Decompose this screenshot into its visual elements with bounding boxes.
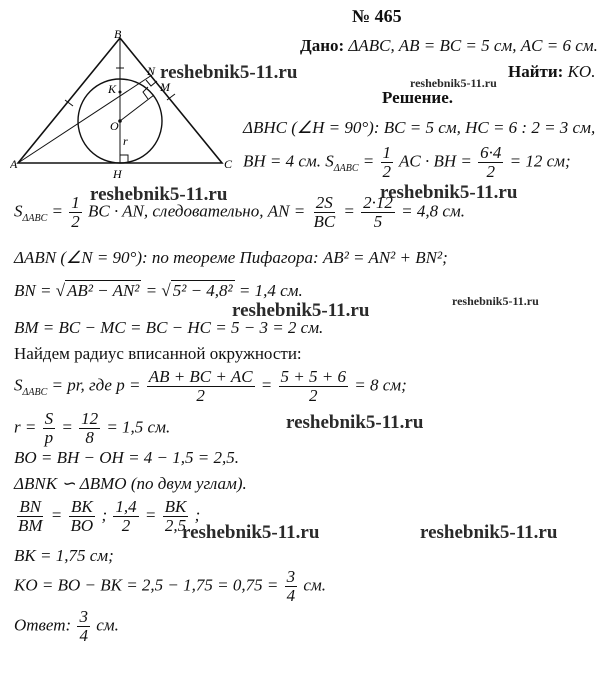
line-pythagoras: ΔABN (∠N = 90°): по теореме Пифагора: AB² = AN² + BN²; [14,248,448,267]
label-a: A [10,157,18,171]
label-c: C [224,157,233,171]
line-proportion: $\frac{BN}{BM}$ = $\frac{BK}{BO}$ ; $\frac{1,4}{2}$ = $\frac{BK}{2,5}$ ; [18,497,201,535]
label-m: M [160,80,170,94]
watermark: reshebnik5-11.ru [420,522,558,543]
watermark: reshebnik5-11.ru [452,294,539,308]
line-bn: BN = √ AB² − AN² = √ 5² − 4,8² = 1,4 см. [14,281,303,300]
watermark: reshebnik5-11.ru [90,184,228,205]
radius-om [120,95,154,121]
line-bk: BK = 1,75 см; [14,546,114,565]
line-radius-heading: Найдем радиус вписанной окружности: [14,344,302,363]
point-k [119,91,122,94]
point-o [118,119,122,123]
line-similar: ΔBNK ∽ ΔBMO (по двум углам). [14,474,247,493]
line-r: r = $\frac{S}{p}$ = $\frac{12}{8}$ = 1,5 см. [14,409,171,447]
label-b: B [114,28,122,41]
line-answer: Ответ: $\frac{3}{4}$ см. [14,607,119,645]
triangle-figure [10,28,235,180]
watermark: reshebnik5-11.ru [232,300,370,321]
line-bhc: ΔBHC (∠H = 90°): BC = 5 см, HC = 6 : 2 = 3 см, [243,118,596,137]
solution-heading: Решение. [382,88,453,107]
label-k: K [108,82,117,96]
label-h: H [113,167,122,180]
watermark: reshebnik5-11.ru [380,182,518,203]
watermark: reshebnik5-11.ru [286,412,424,433]
label-n: N [147,64,156,78]
label-o: O [110,119,119,133]
find-line: Найти: KO. [508,62,596,81]
watermark: reshebnik5-11.ru [182,522,320,543]
watermark: reshebnik5-11.ru [160,62,298,83]
watermark: reshebnik5-11.ru [410,76,497,90]
line-semiperimeter: $S_{\Delta ABC}$ = pr, где p = $\frac{AB + BC + AC}{2}$ = $\frac{5 + 5 + 6}{2}$ = 8 см; [14,367,407,405]
line-area-2: $S_{\Delta ABC}$ = $\frac{1}{2}$ BC · AN, следовательно, AN = $\frac{2S}{BC}$ = $\frac{2\cdot 12}{5}$ = 4,8 см. [14,193,466,231]
label-r: r [123,134,128,148]
line-bm: BM = BC − MC = BC − HC = 5 − 3 = 2 см. [14,318,324,337]
given-line: Дано: ΔABC, AB = BC = 5 см, AC = 6 см. [300,36,598,55]
page-title: № 465 [352,6,402,26]
line-bo: BO = BH − OH = 4 − 1,5 = 2,5. [14,448,239,467]
segment-an [18,75,152,163]
line-ko: KO = BO − BK = 2,5 − 1,75 = 0,75 = $\frac{3}{4}$ см. [14,567,326,605]
line-area-1: BH = 4 см. $S_{\Delta ABC}$ = $\frac{1}{2}$ AC · BH = $\frac{6\cdot 4}{2}$ = 12 см; [243,143,571,181]
